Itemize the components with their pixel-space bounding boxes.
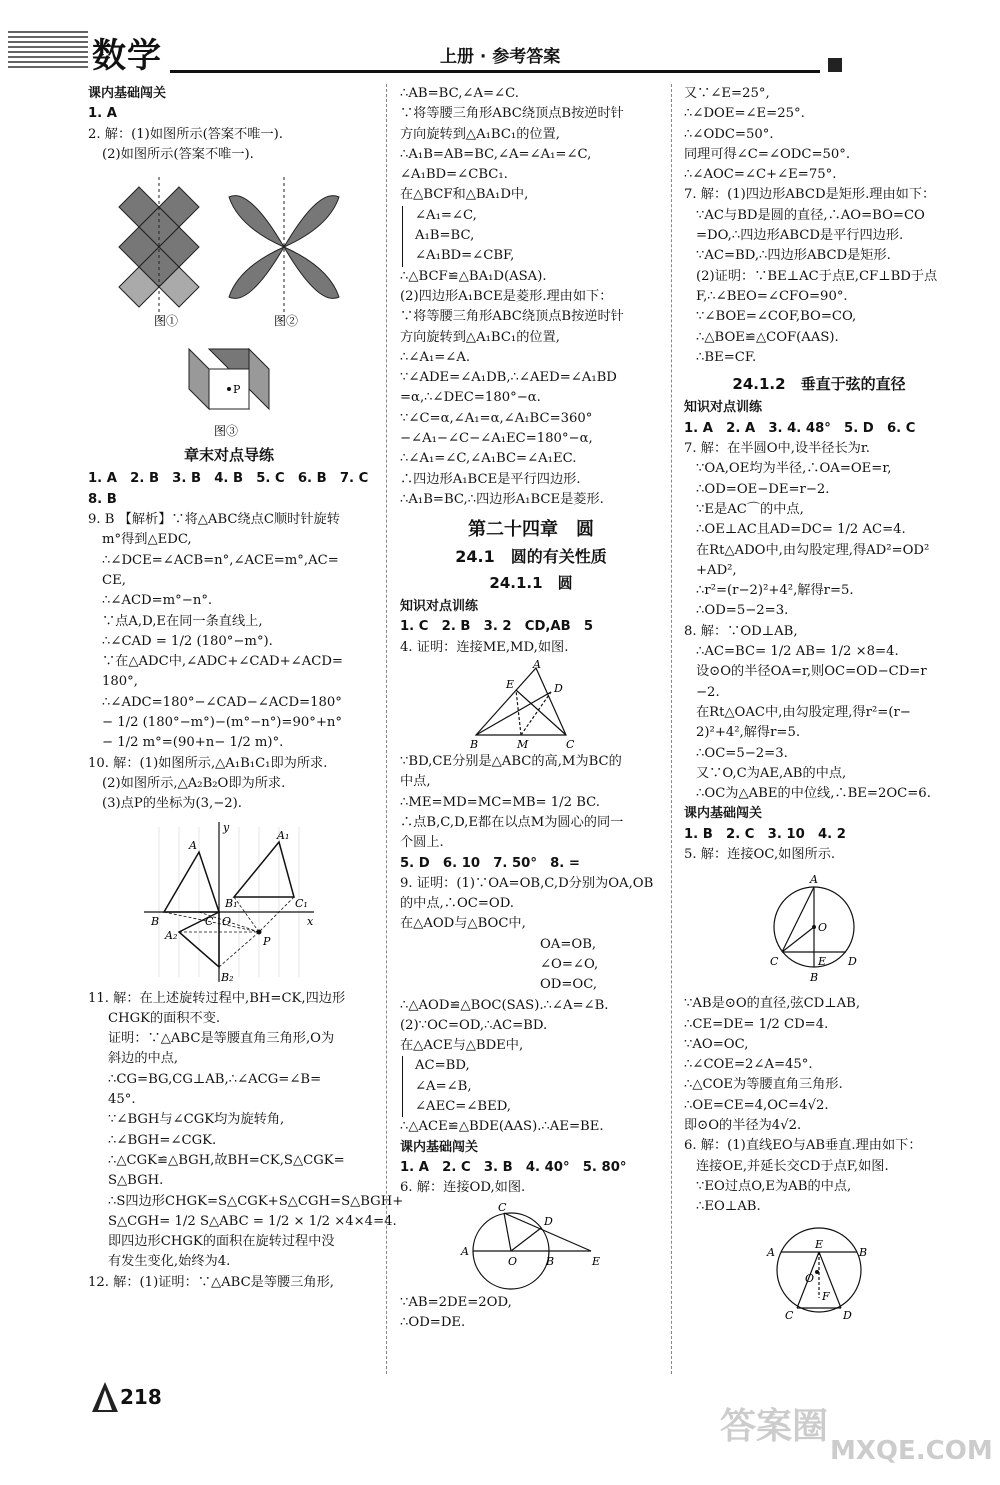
point-label: B — [151, 914, 160, 928]
text-line: 中点, — [400, 774, 431, 790]
header-rule — [170, 70, 820, 73]
chapter-title: 第二十四章 圆 — [468, 519, 594, 541]
triangle-abc — [164, 852, 219, 912]
text-line: 11. 解：在上述旋转过程中,BH=CK,四边形 — [88, 990, 346, 1006]
point-label: B₁ — [225, 896, 238, 910]
text-line: −2. — [696, 684, 720, 700]
pinwheel-figure — [169, 329, 289, 439]
section-title: 24.1 圆的有关性质 — [455, 546, 607, 566]
point-label: D — [544, 1214, 553, 1228]
point-label: B — [470, 738, 479, 752]
point-label: D — [848, 955, 857, 969]
text-line: ∵EO过点O,E为AB的中点, — [696, 1178, 852, 1194]
text-line: 12. 解：(1)证明：∵△ABC是等腰三角形, — [88, 1274, 334, 1290]
figure-2-petals — [229, 177, 339, 317]
text-line: ∴△CGK≌△BGH,故BH=CK,S△CGK= — [108, 1152, 345, 1168]
point-label: C — [770, 955, 779, 969]
point-label: D — [843, 1308, 852, 1322]
text-line: 在△AOD与△BOC中, — [400, 916, 526, 932]
text-line: 180°, — [102, 674, 138, 690]
section-heading: 课内基础闯关 — [88, 86, 167, 101]
text-line: ∴∠DOE=∠E=25°. — [684, 106, 805, 122]
text-line: 方向旋转到△A₁BC₁的位置, — [400, 329, 560, 345]
text-line: ∠A₁=∠C, — [402, 206, 662, 226]
text-line: ∵BD,CE分别是△ABC的高,M为BC的 — [400, 754, 622, 770]
text-line: 8. 解：∵OD⊥AB, — [684, 623, 798, 639]
text-line: ∵AB=2DE=2OD, — [400, 1294, 512, 1310]
point-label: A — [533, 658, 541, 672]
figure-caption: 图① — [154, 314, 179, 329]
point-label: C₁ — [295, 896, 308, 910]
point-label: O — [818, 921, 828, 935]
text-line: ∴△BOE≌△COF(AAS). — [696, 329, 839, 345]
watermark: 答案圈 — [720, 1406, 829, 1447]
text-line: 1. A 2. B 3. B 4. B 5. C 6. B 7. C — [88, 471, 369, 487]
point-label: P — [263, 934, 271, 948]
point-label: F — [822, 1289, 830, 1303]
point-label: B — [546, 1254, 555, 1268]
text-line: 即⊙O的半径为4√2. — [684, 1118, 802, 1134]
text-line: (3)点P的坐标为(3,−2). — [102, 796, 242, 812]
text-line: =DO,∴四边形ABCD是平行四边形. — [696, 228, 904, 244]
text-line: ∵点A,D,E在同一条直线上, — [102, 613, 263, 629]
triangle-a1b1c1 — [234, 842, 294, 897]
text-line: 2)²+4²,解得r=5. — [696, 725, 801, 741]
text-line: 1. A — [88, 106, 117, 122]
text-line: ∴四边形A₁BCE是平行四边形. — [400, 471, 581, 487]
text-line: 9. B 【解析】∵将△ABC绕点C顺时针旋转 — [88, 512, 340, 528]
text-line: 在Rt△OAC中,由勾股定理,得r²=(r− — [696, 704, 911, 720]
axis-label: x — [307, 914, 314, 928]
text-line: m°得到△EDC, — [102, 532, 192, 548]
text-line: ∠O=∠O, — [540, 956, 599, 972]
text-line: 证明：∵△ABC是等腰直角三角形,O为 — [108, 1031, 335, 1047]
text-line: ∴∠ADC=180°−∠CAD−∠ACD=180° — [102, 694, 342, 710]
text-line: − 1/2 m°=(90+n− 1/2 m)°. — [102, 735, 284, 751]
text-line: ∵AC=BD,∴四边形ABCD是矩形. — [696, 248, 891, 264]
text-line: ∴∠A₁=∠C,∠A₁BC=∠A₁EC. — [400, 451, 577, 467]
text-line: +AD², — [696, 562, 737, 578]
text-line: ∴∠DCE=∠ACB=n°,∠ACE=m°,AC= — [102, 552, 339, 568]
column-2 — [400, 84, 662, 1333]
point-label: A — [461, 1244, 469, 1258]
page-header — [0, 0, 1000, 82]
text-line: CHGK的面积不变. — [108, 1010, 221, 1026]
triangle-figure — [466, 660, 596, 750]
text-line: 7. 解：(1)四边形ABCD是矩形.理由如下： — [684, 187, 936, 203]
text-line: ∴△BCF≌△BA₁D(ASA). — [400, 268, 547, 284]
text-line: 7. 解：在半圆O中,设半径长为r. — [684, 441, 870, 457]
text-line: ∵OA,OE均为半径,∴OA=OE=r, — [696, 461, 892, 477]
figure-1-squares — [119, 177, 199, 317]
text-line: −∠A₁−∠C−∠A₁EC=180°−α, — [400, 431, 593, 447]
text-line: ∴A₁B=BC,∴四边形A₁BCE是菱形. — [400, 491, 604, 507]
text-line: 9. 证明：(1)∵OA=OB,C,D分别为OA,OB — [400, 875, 654, 891]
point-label: D — [554, 682, 563, 696]
chapter-review-heading: 章末对点导练 — [183, 446, 274, 465]
text-line: ∴ME=MD=MC=MB= 1/2 BC. — [400, 794, 600, 810]
text-line: ∵将等腰三角形ABC绕顶点B按逆时针 — [400, 106, 624, 122]
text-line: OA=OB, — [540, 936, 597, 952]
text-line: ∠A=∠B, — [402, 1077, 662, 1097]
text-line: 的中点,∴OC=OD. — [400, 896, 514, 912]
text-line: S△BGH. — [108, 1173, 164, 1189]
point-label: A — [189, 838, 197, 852]
text-line: ∴△ACE≌△BDE(AAS).∴AE=BE. — [400, 1119, 604, 1135]
text-line: 4. 证明：连接ME,MD,如图. — [400, 639, 569, 655]
column-1 — [88, 84, 404, 1293]
text-line: ∴EO⊥AB. — [696, 1199, 761, 1215]
text-line: A₁B=BC, — [402, 226, 662, 246]
text-line: ∵在△ADC中,∠ADC+∠CAD+∠ACD= — [102, 654, 343, 670]
text-line: ∴CE=DE= 1/2 CD=4. — [684, 1016, 829, 1032]
point-label: B₂ — [221, 970, 234, 984]
text-line: CE, — [102, 572, 126, 588]
text-line: ∴OD=DE. — [400, 1314, 466, 1330]
text-line: ∴r²=(r−2)²+4²,解得r=5. — [696, 583, 854, 599]
section-heading: 课内基础闯关 — [400, 1139, 479, 1155]
text-line: AC=BD, — [402, 1056, 662, 1076]
point-label: C — [205, 914, 214, 928]
text-line: ∵AC与BD是圆的直径,∴AO=BO=CO — [696, 207, 925, 223]
page-number: 218 — [120, 1385, 162, 1409]
point-label: O — [508, 1254, 518, 1268]
text-line: (2)四边形A₁BCE是菱形.理由如下： — [400, 288, 613, 304]
text-line: 5. 解：连接OC,如图所示. — [684, 846, 836, 862]
text-line: 连接OE,并延长交CD于点F,如图. — [696, 1158, 889, 1174]
text-line: ∴OC=5−2=3. — [696, 745, 788, 761]
text-line: ∴OC为△ABE的中位线,∴BE=2OC=6. — [696, 786, 931, 802]
section-heading: 课内基础闯关 — [684, 806, 763, 822]
text-line: 斜边的中点, — [108, 1051, 179, 1067]
brand-stripes — [8, 28, 88, 68]
text-line: 又∵O,C为AE,AB的中点, — [696, 765, 847, 781]
subsection-title: 24.1.1 圆 — [489, 573, 573, 592]
point-label: C — [566, 738, 575, 752]
text-line: 2. 解：(1)如图所示(答案不唯一). — [88, 126, 283, 142]
subsection-title: 24.1.2 垂直于弦的直径 — [732, 375, 906, 394]
text-line: ∠AEC=∠BED, — [402, 1097, 662, 1117]
page-title: 上册 · 参考答案 — [440, 47, 561, 67]
column-divider — [386, 84, 387, 1374]
text-line: 有发生变化,始终为4. — [108, 1254, 231, 1270]
pattern-figures — [109, 167, 349, 327]
text-line: (2)∵OC=OD,∴AC=BD. — [400, 1017, 548, 1033]
circle-figure-1 — [764, 867, 874, 992]
text-line: ∴AB=BC,∠A=∠C. — [400, 86, 519, 101]
point-label: A — [767, 1245, 775, 1259]
text-line: 在△BCF和△BA₁D中, — [400, 187, 529, 203]
text-line: ∵∠ADE=∠A₁DB,∴∠AED=∠A₁BD — [400, 370, 617, 386]
text-line: ∴△AOD≌△BOC(SAS).∴∠A=∠B. — [400, 997, 609, 1013]
text-line: (2)如图所示(答案不唯一). — [102, 146, 254, 162]
figure-caption: 图② — [274, 314, 299, 329]
text-line: 5. D 6. 10 7. 50° 8. = — [400, 855, 580, 871]
text-line: ∴△COE为等腰直角三角形. — [684, 1077, 843, 1093]
text-line: ∵E是AC⌒的中点, — [696, 501, 804, 517]
point-label: E — [506, 678, 515, 692]
text-line: 8. B — [88, 491, 117, 507]
text-line: (2)证明：∵BE⊥AC于点E,CF⊥BD于点 — [696, 268, 938, 284]
text-line: ∴S四边形CHGK=S△CGK+S△CGH=S△BGH+ — [108, 1193, 404, 1209]
text-line: ∴CG=BG,CG⊥AB,∴∠ACG=∠B= — [108, 1071, 322, 1087]
text-line: OD=OC, — [540, 977, 598, 993]
point-label: A₁ — [277, 828, 290, 842]
text-line: 设⊙O的半径OA=r,则OC=OD−CD=r — [696, 664, 927, 680]
text-line: 在Rt△ADO中,由勾股定理,得AD²=OD² — [696, 542, 930, 558]
point-label: B — [859, 1245, 868, 1259]
text-line: ∴BE=CF. — [696, 349, 757, 365]
text-line: 1. A 2. C 3. B 4. 40° 5. 80° — [400, 1159, 627, 1175]
point-label: O — [805, 1271, 815, 1285]
sail-icon — [90, 1380, 120, 1416]
coordinate-graph — [139, 817, 319, 987]
text-line: ∴∠A₁=∠A. — [400, 349, 471, 365]
point-label: C — [785, 1308, 794, 1322]
point-label: M — [517, 738, 529, 752]
text-line: ∴∠COE=2∠A=45°. — [684, 1057, 813, 1073]
column-3 — [684, 84, 954, 1322]
point-label: A — [810, 873, 818, 887]
text-line: 45°. — [108, 1092, 136, 1108]
text-line: 1. A 2. A 3. 4. 48° 5. D 6. C — [684, 420, 916, 436]
header-square-icon — [828, 58, 842, 72]
text-line: ∴A₁B=AB=BC,∠A=∠A₁=∠C, — [400, 146, 592, 162]
text-line: 个圆上. — [400, 835, 444, 851]
text-line: ∴点B,C,D,E都在以点M为圆心的同一 — [400, 814, 624, 830]
point-label: P — [233, 383, 241, 397]
text-line: (2)如图所示,△A₂B₂O即为所求. — [102, 775, 286, 791]
text-line: ∴∠CAD = 1/2 (180°−m°). — [102, 633, 273, 649]
text-line: ∴AC=BC= 1/2 AB= 1/2 ×8=4. — [696, 644, 899, 660]
text-line: F,∴∠BEO=∠CFO=90°. — [696, 288, 848, 304]
point-label: C — [498, 1200, 507, 1214]
section-heading: 知识对点训练 — [400, 599, 479, 615]
point-label: E — [815, 1237, 824, 1251]
text-line: 6. 解：(1)直线EO与AB垂直.理由如下： — [684, 1138, 922, 1154]
circle-figure — [456, 1201, 606, 1291]
text-line: 10. 解：(1)如图所示,△A₁B₁C₁即为所求. — [88, 755, 328, 771]
text-line: ∴OD=5−2=3. — [696, 603, 789, 619]
watermark-url: MXQE.COM — [830, 1436, 993, 1466]
text-line: ∵AB是⊙O的直径,弦CD⊥AB, — [684, 996, 861, 1012]
text-line: ∵∠BGH与∠CGK均为旋转角, — [108, 1112, 285, 1128]
axis-label: y — [223, 820, 230, 834]
text-line: ∴∠ODC=50°. — [684, 126, 774, 142]
subject-title: 数学 — [92, 36, 162, 76]
text-line: ∵AO=OC, — [684, 1036, 749, 1052]
text-line: ∴OE=CE=4,OC=4√2. — [684, 1097, 829, 1113]
circle-figure-2 — [759, 1220, 879, 1320]
point-label: B — [810, 971, 819, 985]
text-line: ∴OD=OE−DE=r−2. — [696, 481, 830, 497]
text-line: ∴∠AOC=∠C+∠E=75°. — [684, 167, 837, 183]
text-line: 即四边形CHGK的面积在旋转过程中没 — [108, 1234, 335, 1250]
text-line: ∠A₁BD=∠CBC₁. — [400, 167, 508, 183]
text-line: ∴∠ACD=m°−n°. — [102, 593, 213, 609]
point-label: E — [818, 955, 827, 969]
section-heading: 知识对点训练 — [684, 400, 763, 416]
point-label: O — [222, 914, 232, 928]
text-line: ∠A₁BD=∠CBF, — [402, 246, 662, 266]
text-line: S△CGH= 1/2 S△ABC = 1/2 × 1/2 ×4×4=4. — [108, 1213, 397, 1229]
point-label: E — [592, 1254, 601, 1268]
text-line: 1. B 2. C 3. 10 4. 2 — [684, 826, 846, 842]
text-line: ∵∠C=α,∠A₁=α,∠A₁BC=360° — [400, 410, 593, 426]
text-line: 同理可得∠C=∠ODC=50°. — [684, 146, 851, 162]
text-line: 在△ACE与△BDE中, — [400, 1038, 524, 1054]
text-line: 1. C 2. B 3. 2 CD,AB 5 — [400, 619, 594, 635]
figure-caption: 图③ — [214, 424, 239, 439]
text-line: ∵∠BOE=∠COF,BO=CO, — [696, 309, 857, 325]
text-line: 方向旋转到△A₁BC₁的位置, — [400, 126, 560, 142]
text-line: =α,∴∠DEC=180°−α. — [400, 390, 541, 406]
text-line: ∴∠BGH=∠CGK. — [108, 1132, 217, 1148]
text-line: 6. 解：连接OD,如图. — [400, 1180, 526, 1196]
text-line: ∴OE⊥AC且AD=DC= 1/2 AC=4. — [696, 522, 906, 538]
column-divider — [671, 84, 672, 1374]
text-line: 又∵∠E=25°, — [684, 86, 770, 101]
text-line: − 1/2 (180°−m°)−(m°−n°)=90°+n° — [102, 715, 342, 731]
text-line: ∵将等腰三角形ABC绕顶点B按逆时针 — [400, 309, 624, 325]
point-label: A₂ — [165, 928, 178, 942]
